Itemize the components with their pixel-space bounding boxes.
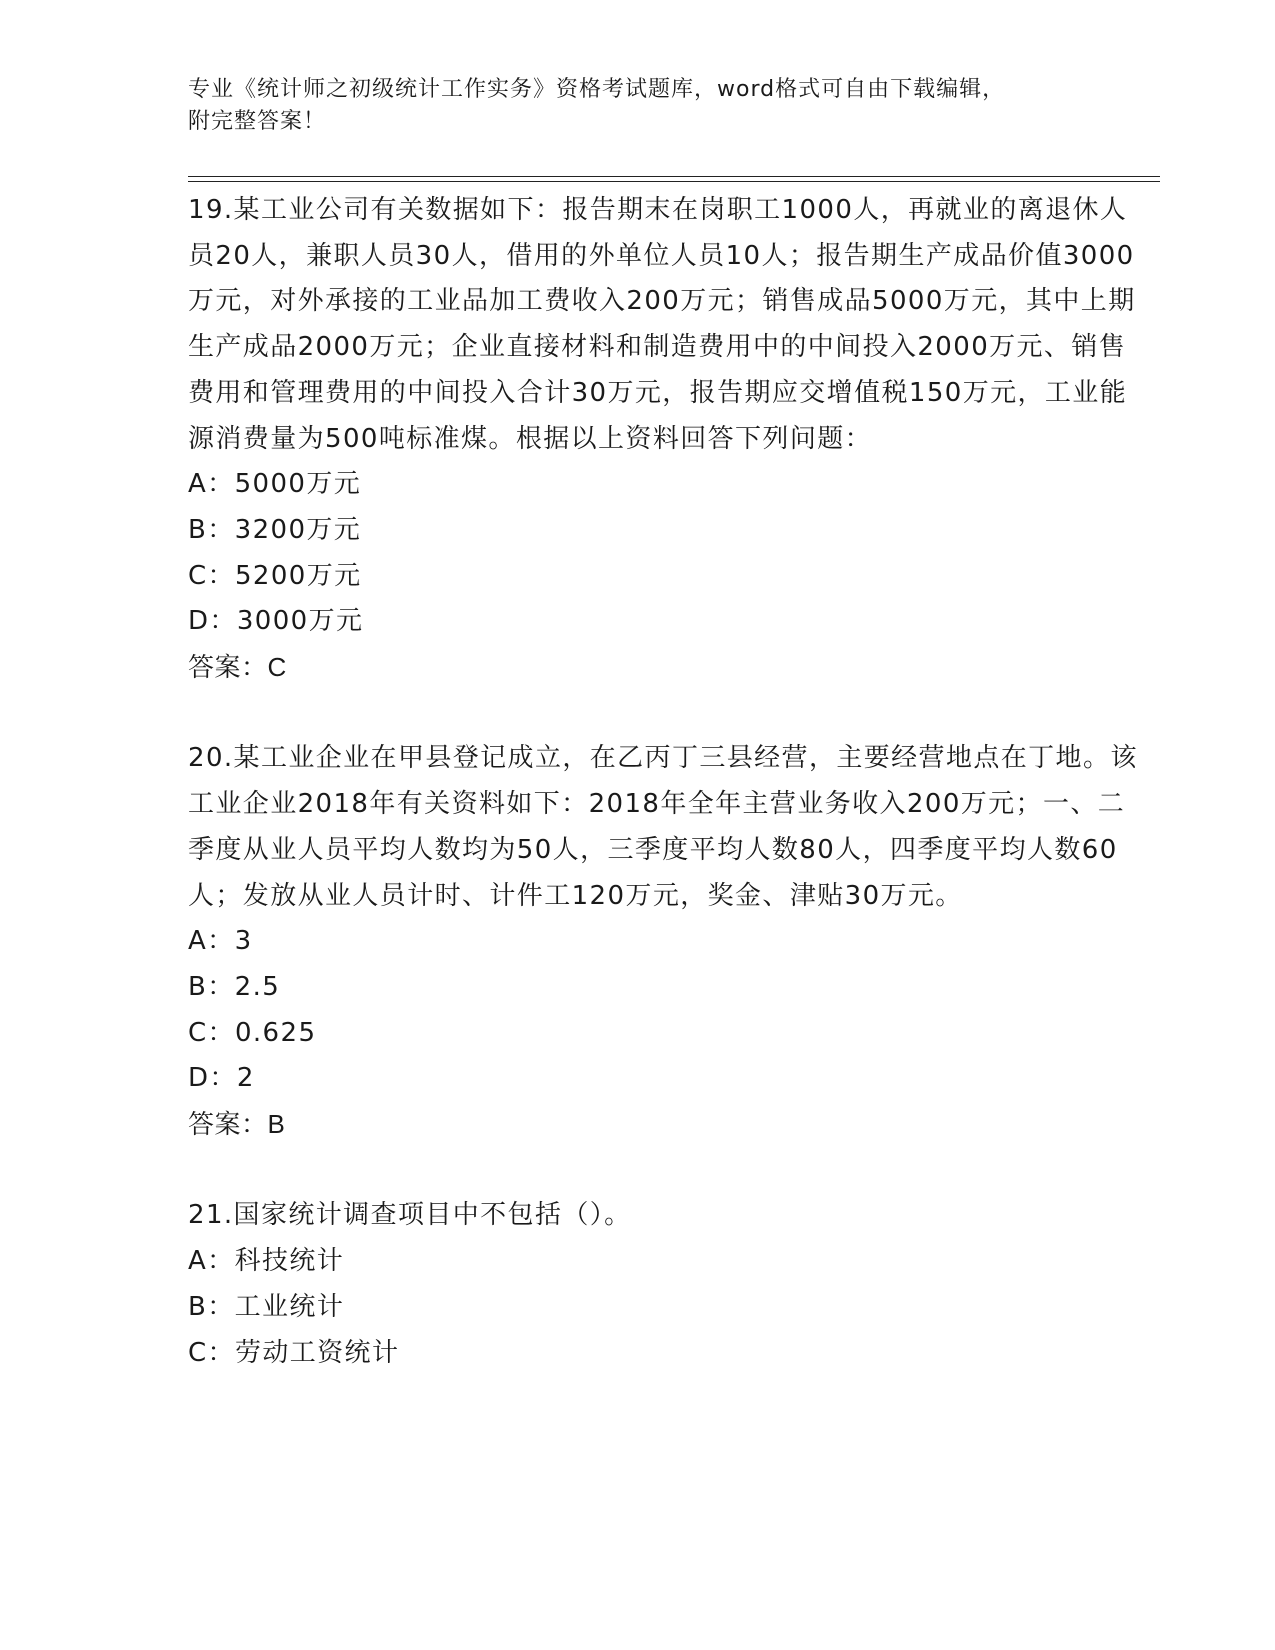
page-header (188, 74, 1168, 138)
option-c: C：劳动工资统计 (188, 1337, 400, 1368)
answer-line: 答案：B (188, 1109, 286, 1140)
option-d: D：3000万元 (188, 606, 364, 637)
question-19 (188, 188, 1148, 691)
question-spacer (188, 691, 1148, 737)
header-line-2: 附完整答案！ (188, 109, 327, 134)
option-d: D：2 (188, 1063, 255, 1094)
option-a: A：5000万元 (188, 469, 362, 500)
answer-line: 答案：C (188, 652, 287, 683)
question-stem: 20.某工业企业在甲县登记成立，在乙丙丁三县经营，主要经营地点在丁地。该工业企业2018年有关资料如下：2018年全年主营业务收入200万元；一、二季度从业人员平均人数均为50人，三季度平均人数80人，四季度平均人数60人；发放从业人员计时、计件工120万元，奖金、津贴30万元。 (188, 743, 1138, 911)
header-line-1: 专业《统计师之初级统计工作实务》资格考试题库，word格式可自由下载编辑， (188, 77, 1006, 102)
question-stem: 19.某工业公司有关数据如下：报告期末在岗职工1000人，再就业的离退休人员20人，兼职人员30人，借用的外单位人员10人；报告期生产成品价值3000万元，对外承接的工业品加工费收入200万元；销售成品5000万元，其中上期生产成品2000万元；企业直接材料和制造费用中的中间投入2000万元、销售费用和管理费用的中间投入合计30万元，报告期应交增值税150万元，工业能源消费量为500吨标准煤。根据以上资料回答下列问题： (188, 195, 1136, 454)
option-b: B：工业统计 (188, 1291, 345, 1322)
header-divider-top (188, 176, 1160, 177)
question-spacer (188, 1148, 1148, 1194)
question-21 (188, 1193, 1148, 1376)
question-stem: 21.国家统计调查项目中不包括（）。 (188, 1200, 632, 1231)
option-a: A：科技统计 (188, 1246, 345, 1277)
option-c: C：0.625 (188, 1017, 317, 1048)
option-b: B：2.5 (188, 971, 281, 1002)
question-20 (188, 736, 1148, 1147)
option-b: B：3200万元 (188, 514, 362, 545)
question-list (188, 188, 1148, 1376)
option-a: A：3 (188, 926, 253, 957)
header-divider-bottom (188, 181, 1160, 182)
option-c: C：5200万元 (188, 560, 362, 591)
